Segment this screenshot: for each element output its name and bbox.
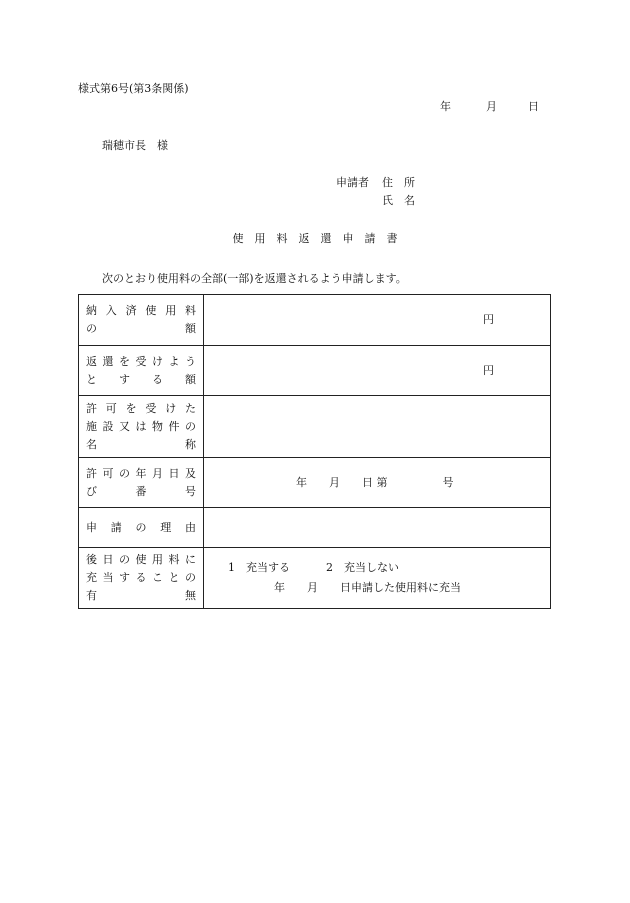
date-line xyxy=(440,100,539,114)
label-char: 可 xyxy=(102,466,114,480)
label-line xyxy=(86,400,196,418)
label-char: 用 xyxy=(152,553,163,566)
addressee: 瑞穂市長 様 xyxy=(102,139,168,152)
label-line xyxy=(86,320,196,338)
permit-date-value: 年 月 日 第 号 xyxy=(296,475,454,489)
label-char: と xyxy=(86,372,97,386)
label-line xyxy=(86,465,196,483)
option-allocate[interactable]: 1 充当する xyxy=(228,561,290,574)
label-char: 使 xyxy=(145,304,157,317)
label-char: 件 xyxy=(168,419,180,433)
label-char: す xyxy=(119,571,130,584)
label-char: は xyxy=(135,419,147,433)
label-char: 受 xyxy=(135,354,147,368)
yen-unit: 円 xyxy=(483,313,494,326)
label-char: 返 xyxy=(86,354,97,368)
label-char: 用 xyxy=(165,304,177,317)
label-char: 又 xyxy=(119,419,130,433)
label-future-allocation xyxy=(79,548,204,609)
label-line xyxy=(86,353,196,371)
label-permit-date xyxy=(79,458,204,508)
name-label: 氏 名 xyxy=(382,194,415,207)
label-char: 日 xyxy=(168,466,180,480)
label-char: 請 xyxy=(110,520,122,534)
label-char: の xyxy=(135,520,147,534)
table-row-refund-amount xyxy=(79,346,551,396)
paid-amount-cell[interactable] xyxy=(204,295,551,346)
date-day: 日 xyxy=(528,100,539,113)
label-line xyxy=(86,551,196,569)
facility-name-cell[interactable] xyxy=(204,396,551,458)
label-char: 号 xyxy=(185,484,196,498)
label-char: る xyxy=(152,372,163,386)
label-line xyxy=(86,371,196,389)
allocation-detail: 年 月 日申請した使用料に充当 xyxy=(274,581,461,594)
label-char: 使 xyxy=(135,553,147,566)
label-char: の xyxy=(185,419,196,433)
label-line xyxy=(86,483,196,501)
label-char: け xyxy=(152,354,163,368)
label-char: 納 xyxy=(86,304,97,317)
yen-unit: 円 xyxy=(483,363,494,377)
label-char: 可 xyxy=(105,401,117,415)
label-char: 料 xyxy=(168,553,180,566)
label-char: る xyxy=(135,571,147,584)
label-char: 年 xyxy=(135,466,147,480)
label-char: 番 xyxy=(135,484,147,498)
label-line xyxy=(86,436,196,454)
label-char: こ xyxy=(152,571,163,584)
intro-text: 次のとおり使用料の全部(一部)を返還されるよう申請します。 xyxy=(102,272,407,285)
label-char: 月 xyxy=(152,466,163,480)
label-char: 有 xyxy=(86,589,97,602)
label-char: 還 xyxy=(102,354,114,368)
label-char: 施 xyxy=(86,419,97,433)
label-char: を xyxy=(125,401,137,415)
label-char: 額 xyxy=(185,372,196,386)
label-char: 称 xyxy=(185,437,196,451)
label-line xyxy=(86,569,196,587)
label-refund-amount xyxy=(79,346,204,396)
label-char: す xyxy=(119,372,130,386)
label-char: 受 xyxy=(145,401,157,415)
label-paid-amount xyxy=(79,295,204,346)
label-char: の xyxy=(119,466,130,480)
label-char: 充 xyxy=(86,571,97,584)
label-line xyxy=(86,302,196,320)
application-table xyxy=(78,294,551,609)
label-char: と xyxy=(168,571,180,584)
label-char: を xyxy=(119,354,130,368)
applicant-label: 申請者 xyxy=(336,176,369,189)
label-facility-name xyxy=(79,396,204,458)
label-char: た xyxy=(184,401,196,415)
date-month: 月 xyxy=(486,100,497,113)
future-allocation-cell xyxy=(204,548,551,609)
label-char: 由 xyxy=(185,520,196,534)
label-char: 名 xyxy=(86,437,97,451)
label-char: 及 xyxy=(185,466,196,480)
form-number: 様式第6号(第3条関係) xyxy=(78,82,189,95)
reason-cell[interactable] xyxy=(204,508,551,548)
label-char: の xyxy=(86,322,97,335)
option-not-allocate[interactable]: 2 充当しない xyxy=(326,561,399,574)
label-char: の xyxy=(185,571,196,584)
table-row-facility-name xyxy=(79,396,551,458)
document-title: 使 用 料 返 還 申 請 書 xyxy=(232,232,398,245)
label-line xyxy=(86,519,196,537)
label-char: 理 xyxy=(160,520,172,534)
label-char: う xyxy=(185,354,196,368)
address-label: 住 所 xyxy=(382,176,415,189)
table-row-paid-amount xyxy=(79,295,551,346)
label-char: 額 xyxy=(185,322,196,335)
date-year: 年 xyxy=(440,100,451,113)
table-row-future-allocation xyxy=(79,548,551,609)
table-row-reason xyxy=(79,508,551,548)
label-char: 許 xyxy=(86,466,97,480)
label-char: の xyxy=(119,553,130,566)
refund-amount-cell[interactable] xyxy=(204,346,551,396)
label-char: 設 xyxy=(102,419,114,433)
label-char: 済 xyxy=(125,304,137,317)
table-row-permit-date xyxy=(79,458,551,508)
label-char: 入 xyxy=(105,304,117,317)
label-char: 許 xyxy=(86,401,97,415)
label-char: よ xyxy=(168,354,180,368)
label-char: 後 xyxy=(86,553,97,566)
label-char: 日 xyxy=(102,553,114,566)
label-char: 申 xyxy=(86,520,97,534)
label-char: 料 xyxy=(184,304,196,317)
allocation-options xyxy=(228,560,399,576)
permit-date-cell[interactable] xyxy=(204,458,551,508)
label-reason xyxy=(79,508,204,548)
label-line xyxy=(86,418,196,436)
label-char: 物 xyxy=(152,419,163,433)
label-char: 無 xyxy=(185,589,196,602)
label-char: に xyxy=(185,553,196,566)
label-char: け xyxy=(165,401,177,415)
label-char: 当 xyxy=(102,571,114,584)
label-char: び xyxy=(86,484,97,498)
label-line xyxy=(86,587,196,605)
